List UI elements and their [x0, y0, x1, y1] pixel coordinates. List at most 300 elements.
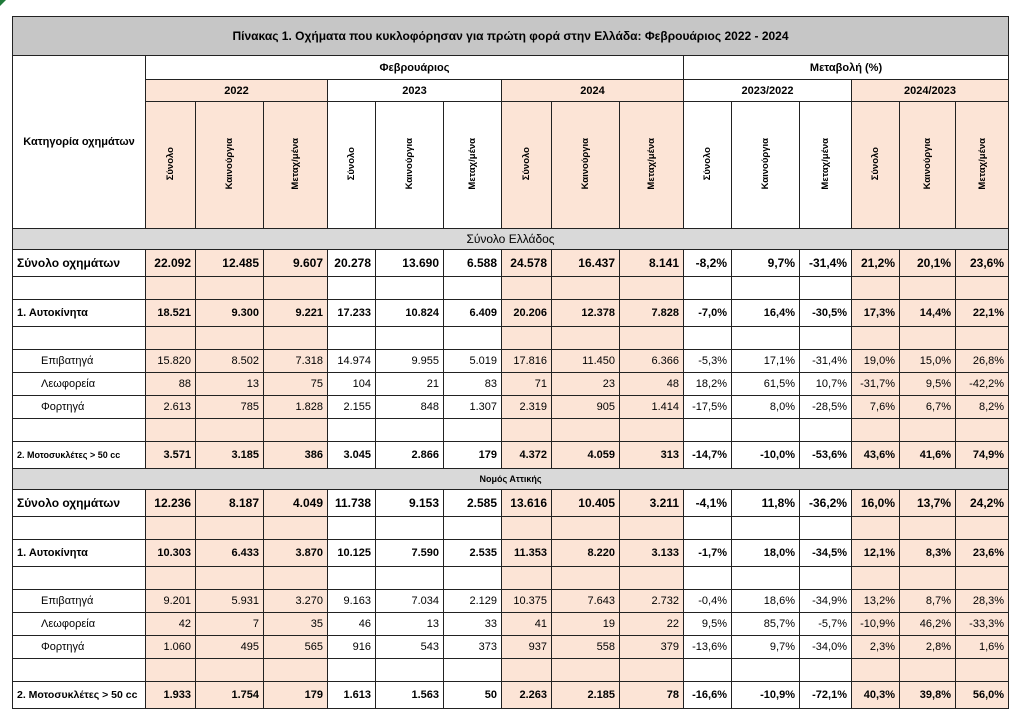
table-cell: 46	[328, 613, 376, 636]
table-cell: 6.366	[620, 350, 684, 373]
subcol-used: Μεταχ/μένα	[956, 102, 1009, 229]
table-cell	[376, 517, 444, 540]
table-cell: -17,5%	[684, 396, 732, 419]
table-cell: -5,7%	[800, 613, 852, 636]
spacer-row	[13, 327, 1009, 350]
table-cell	[900, 517, 956, 540]
table-cell: -8,2%	[684, 250, 732, 277]
table-cell: -13,6%	[684, 636, 732, 659]
table-cell: 9,5%	[684, 613, 732, 636]
table-cell: 8,3%	[900, 540, 956, 567]
table-cell: 379	[620, 636, 684, 659]
subcol-used: Μεταχ/μένα	[800, 102, 852, 229]
table-cell: 22.092	[146, 250, 196, 277]
table-cell: 6.588	[444, 250, 502, 277]
table-cell: 21	[376, 373, 444, 396]
table-cell: 9.153	[376, 490, 444, 517]
table-cell: -33,3%	[956, 613, 1009, 636]
row-label	[13, 567, 146, 590]
table-cell	[196, 567, 264, 590]
table-cell: -30,5%	[800, 300, 852, 327]
table-cell	[732, 277, 800, 300]
table-cell: 2.613	[146, 396, 196, 419]
table-cell	[852, 277, 900, 300]
subcol-used: Μεταχ/μένα	[444, 102, 502, 229]
table-cell: 24.578	[502, 250, 552, 277]
row-label: Σύνολο οχημάτων	[13, 250, 146, 277]
period-2024-2023: 2024/2023	[852, 80, 1009, 102]
table-cell: 543	[376, 636, 444, 659]
table-cell: 2.732	[620, 590, 684, 613]
table-cell	[852, 567, 900, 590]
row-label: Φορτηγά	[13, 396, 146, 419]
table-cell: 13	[376, 613, 444, 636]
table-cell	[900, 419, 956, 442]
table-cell: -1,7%	[684, 540, 732, 567]
table-cell	[800, 567, 852, 590]
table-cell: 61,5%	[732, 373, 800, 396]
table-cell	[264, 419, 328, 442]
table-cell	[196, 659, 264, 682]
table-cell: 8.502	[196, 350, 264, 373]
table-cell	[800, 327, 852, 350]
table-cell: 495	[196, 636, 264, 659]
table-cell	[732, 567, 800, 590]
row-label	[13, 419, 146, 442]
spacer-row	[13, 659, 1009, 682]
subcol-total: Σύνολο	[146, 102, 196, 229]
table-cell: 785	[196, 396, 264, 419]
table-cell: 386	[264, 442, 328, 469]
table-cell: 7	[196, 613, 264, 636]
table-cell: 4.059	[552, 442, 620, 469]
table-cell: 46,2%	[900, 613, 956, 636]
table-cell: -42,2%	[956, 373, 1009, 396]
table-cell: 7,6%	[852, 396, 900, 419]
table-cell	[264, 517, 328, 540]
table-cell: 3.270	[264, 590, 328, 613]
table-cell: 16,0%	[852, 490, 900, 517]
row-label: 1. Αυτοκίνητα	[13, 300, 146, 327]
table-cell: 74,9%	[956, 442, 1009, 469]
table-cell	[900, 327, 956, 350]
table-cell	[552, 659, 620, 682]
table-cell: 19,0%	[852, 350, 900, 373]
table-cell: 8,0%	[732, 396, 800, 419]
table-cell	[328, 277, 376, 300]
table-cell: 88	[146, 373, 196, 396]
table-cell: 48	[620, 373, 684, 396]
table-cell: 1,6%	[956, 636, 1009, 659]
table-cell	[264, 567, 328, 590]
trucks-row	[13, 636, 1009, 659]
table-cell: 39,8%	[900, 682, 956, 709]
table-cell: 9.300	[196, 300, 264, 327]
table-cell: 1.563	[376, 682, 444, 709]
table-cell: 9.163	[328, 590, 376, 613]
table-cell: 9.607	[264, 250, 328, 277]
buses-row	[13, 373, 1009, 396]
table-cell	[620, 567, 684, 590]
subcol-new: Καινούργια	[196, 102, 264, 229]
table-cell	[852, 327, 900, 350]
table-cell	[852, 659, 900, 682]
table-cell: 2,8%	[900, 636, 956, 659]
table-cell: 905	[552, 396, 620, 419]
table-cell: 2.185	[552, 682, 620, 709]
table-cell: 11,8%	[732, 490, 800, 517]
table-cell	[502, 277, 552, 300]
table-cell	[620, 419, 684, 442]
table-cell	[732, 517, 800, 540]
table-cell	[684, 659, 732, 682]
table-cell	[852, 517, 900, 540]
table-cell: 10.303	[146, 540, 196, 567]
table-cell	[732, 327, 800, 350]
table-cell: 3.211	[620, 490, 684, 517]
table-cell: 15.820	[146, 350, 196, 373]
row-label: 2. Μοτοσυκλέτες > 50 cc	[13, 442, 146, 469]
table-cell: 7.828	[620, 300, 684, 327]
table-cell: 56,0%	[956, 682, 1009, 709]
table-cell	[196, 517, 264, 540]
table-cell: 9.201	[146, 590, 196, 613]
table-cell: 20.278	[328, 250, 376, 277]
table-cell: 7.643	[552, 590, 620, 613]
table-cell	[328, 659, 376, 682]
motorcycles-row	[13, 442, 1009, 469]
subcol-used: Μεταχ/μένα	[264, 102, 328, 229]
table-cell: 2,3%	[852, 636, 900, 659]
table-cell: 565	[264, 636, 328, 659]
table-cell: 5.019	[444, 350, 502, 373]
row-label: Επιβατηγά	[13, 350, 146, 373]
table-cell	[444, 567, 502, 590]
table-body	[13, 229, 1009, 709]
table-cell	[956, 659, 1009, 682]
table-cell: 14.974	[328, 350, 376, 373]
table-cell: 11.353	[502, 540, 552, 567]
motorcycles-row	[13, 682, 1009, 709]
table-cell	[620, 659, 684, 682]
table-cell: 19	[552, 613, 620, 636]
table-cell: -34,0%	[800, 636, 852, 659]
table-cell: 3.870	[264, 540, 328, 567]
table-cell: -28,5%	[800, 396, 852, 419]
period-2023: 2023	[328, 80, 502, 102]
row-label: Λεωφορεία	[13, 613, 146, 636]
table-cell	[444, 419, 502, 442]
table-cell: -16,6%	[684, 682, 732, 709]
total-vehicles-row	[13, 250, 1009, 277]
table-cell: 1.414	[620, 396, 684, 419]
table-cell: 10.125	[328, 540, 376, 567]
table-cell: 24,2%	[956, 490, 1009, 517]
table-cell: 7.590	[376, 540, 444, 567]
table-cell	[900, 277, 956, 300]
table-cell: -10,9%	[852, 613, 900, 636]
table-cell: 83	[444, 373, 502, 396]
table-cell: 2.585	[444, 490, 502, 517]
statistics-table-container	[12, 16, 1008, 709]
table-cell: 10.405	[552, 490, 620, 517]
table-cell	[800, 517, 852, 540]
vehicles-table	[12, 16, 1009, 709]
table-cell: 6.409	[444, 300, 502, 327]
february-header: Φεβρουάριος	[146, 56, 684, 80]
table-cell	[684, 517, 732, 540]
table-cell: 3.185	[196, 442, 264, 469]
table-cell: 26,8%	[956, 350, 1009, 373]
table-cell	[956, 419, 1009, 442]
table-cell: 12.378	[552, 300, 620, 327]
table-cell	[620, 327, 684, 350]
table-cell: 8,2%	[956, 396, 1009, 419]
table-cell: 1.933	[146, 682, 196, 709]
table-cell	[146, 419, 196, 442]
row-label: 2. Μοτοσυκλέτες > 50 cc	[13, 682, 146, 709]
table-cell: 18,6%	[732, 590, 800, 613]
section-header: Νομός Αττικής	[13, 469, 1009, 490]
table-cell: 1.060	[146, 636, 196, 659]
table-cell: 8,7%	[900, 590, 956, 613]
table-cell	[956, 517, 1009, 540]
buses-row	[13, 613, 1009, 636]
table-cell	[146, 659, 196, 682]
table-cell: 2.866	[376, 442, 444, 469]
table-cell: 21,2%	[852, 250, 900, 277]
table-cell: 18,2%	[684, 373, 732, 396]
table-cell: 33	[444, 613, 502, 636]
table-cell: 50	[444, 682, 502, 709]
row-label: 1. Αυτοκίνητα	[13, 540, 146, 567]
table-cell	[800, 277, 852, 300]
table-cell: 28,3%	[956, 590, 1009, 613]
table-cell	[376, 659, 444, 682]
table-cell: 85,7%	[732, 613, 800, 636]
table-cell: -31,4%	[800, 250, 852, 277]
table-cell: 2.129	[444, 590, 502, 613]
table-cell: 6.433	[196, 540, 264, 567]
period-2023-2022: 2023/2022	[684, 80, 852, 102]
table-cell: 9,5%	[900, 373, 956, 396]
change-header: Μεταβολή (%)	[684, 56, 1009, 80]
table-cell: 18.521	[146, 300, 196, 327]
table-cell: 23	[552, 373, 620, 396]
row-label: Φορτηγά	[13, 636, 146, 659]
table-cell: 2.319	[502, 396, 552, 419]
table-cell: 17,1%	[732, 350, 800, 373]
table-cell: 18,0%	[732, 540, 800, 567]
table-cell: 1.754	[196, 682, 264, 709]
row-label: Επιβατηγά	[13, 590, 146, 613]
table-cell: 8.187	[196, 490, 264, 517]
row-label	[13, 277, 146, 300]
table-cell: 1.828	[264, 396, 328, 419]
spacer-row	[13, 277, 1009, 300]
table-cell: 1.613	[328, 682, 376, 709]
row-label	[13, 517, 146, 540]
table-cell: 23,6%	[956, 250, 1009, 277]
table-cell: 9.955	[376, 350, 444, 373]
table-cell: 12.485	[196, 250, 264, 277]
table-cell: 17,3%	[852, 300, 900, 327]
table-cell: 17.816	[502, 350, 552, 373]
table-cell	[444, 517, 502, 540]
table-cell: 13,7%	[900, 490, 956, 517]
table-cell	[376, 419, 444, 442]
subcol-used: Μεταχ/μένα	[620, 102, 684, 229]
table-cell: 1.307	[444, 396, 502, 419]
table-cell: 5.931	[196, 590, 264, 613]
table-cell: 9,7%	[732, 636, 800, 659]
table-cell	[552, 517, 620, 540]
table-cell: 8.141	[620, 250, 684, 277]
table-cell: -10,9%	[732, 682, 800, 709]
table-cell	[444, 277, 502, 300]
row-label	[13, 327, 146, 350]
table-cell	[444, 659, 502, 682]
table-cell: 3.045	[328, 442, 376, 469]
table-cell: -34,9%	[800, 590, 852, 613]
table-cell: 10.824	[376, 300, 444, 327]
table-cell: -0,4%	[684, 590, 732, 613]
cars-row	[13, 540, 1009, 567]
table-cell: 43,6%	[852, 442, 900, 469]
table-cell	[264, 277, 328, 300]
table-cell: 4.372	[502, 442, 552, 469]
table-cell	[552, 327, 620, 350]
table-cell: 12,1%	[852, 540, 900, 567]
table-cell: 3.571	[146, 442, 196, 469]
table-cell: 7.318	[264, 350, 328, 373]
table-cell: 12.236	[146, 490, 196, 517]
subcol-new: Καινούργια	[900, 102, 956, 229]
table-cell	[264, 327, 328, 350]
table-cell: 848	[376, 396, 444, 419]
table-cell: -5,3%	[684, 350, 732, 373]
table-cell: 937	[502, 636, 552, 659]
table-cell: 75	[264, 373, 328, 396]
table-cell: -14,7%	[684, 442, 732, 469]
table-cell: 2.155	[328, 396, 376, 419]
section-header: Σύνολο Ελλάδος	[13, 229, 1009, 250]
table-cell	[900, 659, 956, 682]
table-cell: -53,6%	[800, 442, 852, 469]
table-cell	[552, 419, 620, 442]
table-cell: 78	[620, 682, 684, 709]
table-cell	[684, 567, 732, 590]
table-cell: 373	[444, 636, 502, 659]
table-cell: 179	[444, 442, 502, 469]
table-cell: 11.738	[328, 490, 376, 517]
table-cell	[956, 327, 1009, 350]
table-cell: 2.263	[502, 682, 552, 709]
table-cell	[264, 659, 328, 682]
table-cell	[552, 567, 620, 590]
table-cell: 22	[620, 613, 684, 636]
table-cell: 313	[620, 442, 684, 469]
table-cell	[376, 567, 444, 590]
table-cell	[146, 277, 196, 300]
spacer-row	[13, 567, 1009, 590]
table-title: Πίνακας 1. Οχήματα που κυκλοφόρησαν για πρώτη φορά στην Ελλάδα: Φεβρουάριος 2022 - 2024	[13, 17, 1009, 56]
table-cell	[328, 517, 376, 540]
table-cell: 13.690	[376, 250, 444, 277]
table-cell: 41,6%	[900, 442, 956, 469]
period-2024: 2024	[502, 80, 684, 102]
table-cell: 2.535	[444, 540, 502, 567]
table-cell	[800, 419, 852, 442]
table-cell: 10,7%	[800, 373, 852, 396]
table-cell	[196, 277, 264, 300]
table-cell	[684, 277, 732, 300]
subcol-total: Σύνολο	[502, 102, 552, 229]
table-cell: 10.375	[502, 590, 552, 613]
table-cell	[146, 567, 196, 590]
table-cell	[502, 327, 552, 350]
spacer-row	[13, 517, 1009, 540]
category-header: Κατηγορία οχημάτων	[13, 56, 146, 229]
table-cell	[684, 419, 732, 442]
table-cell	[502, 567, 552, 590]
table-cell: 14,4%	[900, 300, 956, 327]
table-cell	[620, 277, 684, 300]
table-cell: 42	[146, 613, 196, 636]
sheet-corner-marker	[0, 0, 6, 6]
table-cell: -7,0%	[684, 300, 732, 327]
table-cell: 13	[196, 373, 264, 396]
table-cell: 9.221	[264, 300, 328, 327]
table-cell: 15,0%	[900, 350, 956, 373]
table-cell	[328, 419, 376, 442]
table-cell: -31,7%	[852, 373, 900, 396]
period-2022: 2022	[146, 80, 328, 102]
table-cell: 16.437	[552, 250, 620, 277]
cars-row	[13, 300, 1009, 327]
table-cell	[552, 277, 620, 300]
table-cell: 17.233	[328, 300, 376, 327]
table-cell: 71	[502, 373, 552, 396]
table-cell	[956, 277, 1009, 300]
row-label	[13, 659, 146, 682]
table-cell: -36,2%	[800, 490, 852, 517]
table-cell: 558	[552, 636, 620, 659]
table-cell	[620, 517, 684, 540]
subcol-new: Καινούργια	[552, 102, 620, 229]
table-cell: 9,7%	[732, 250, 800, 277]
row-label: Λεωφορεία	[13, 373, 146, 396]
table-cell	[146, 327, 196, 350]
row-label: Σύνολο οχημάτων	[13, 490, 146, 517]
table-cell: -4,1%	[684, 490, 732, 517]
spacer-row	[13, 419, 1009, 442]
subcol-new: Καινούργια	[376, 102, 444, 229]
subcol-new: Καινούργια	[732, 102, 800, 229]
table-cell: -72,1%	[800, 682, 852, 709]
table-cell: 6,7%	[900, 396, 956, 419]
table-cell: 13,2%	[852, 590, 900, 613]
table-cell	[502, 517, 552, 540]
table-cell	[502, 659, 552, 682]
table-cell: 3.133	[620, 540, 684, 567]
table-cell	[376, 277, 444, 300]
table-cell: 179	[264, 682, 328, 709]
total-vehicles-row	[13, 490, 1009, 517]
table-cell	[684, 327, 732, 350]
table-cell: 16,4%	[732, 300, 800, 327]
table-cell: 4.049	[264, 490, 328, 517]
